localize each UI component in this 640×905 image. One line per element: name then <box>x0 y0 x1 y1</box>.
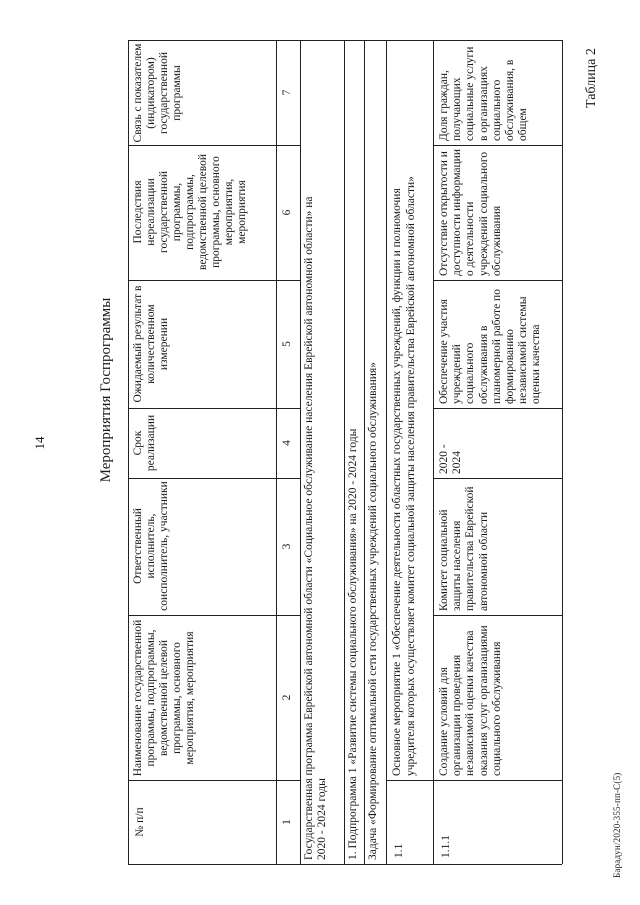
table-line <box>344 40 345 864</box>
header-executor: Ответственный исполнитель, соисполнитель, участники <box>132 481 170 611</box>
column-line <box>386 780 433 781</box>
header-period: Срок реализации <box>132 414 157 472</box>
footer-code: Барадун/2020-355-пп-С(5) <box>612 772 622 878</box>
main-event-line1: Основное мероприятие 1 «Обеспечение деятельности областных государственных учреждений, функции и полномочия <box>391 188 403 776</box>
column-number: 3 <box>281 543 293 550</box>
column-number: 7 <box>281 89 293 96</box>
table-border-bottom <box>562 40 563 864</box>
column-line <box>128 780 300 781</box>
event-indicator: Доля граждан, получающих социальные услуги в организациях социального обслуживания, в общем <box>438 46 530 141</box>
column-number: 6 <box>281 209 293 216</box>
subprogram-row: 1. Подпрограмма 1 «Развитие системы социального обслуживания» на 2020 - 2024 годы <box>347 428 359 860</box>
column-line <box>128 478 300 479</box>
event-period: 2020 - 2024 <box>438 444 464 474</box>
column-line <box>433 408 562 409</box>
column-number: 5 <box>281 341 293 347</box>
page-number: 14 <box>32 436 47 450</box>
task-row: Задача «Формирование оптимальной сети государственных учреждений социального обслуживания» <box>367 362 379 860</box>
table-line <box>386 40 387 864</box>
column-line <box>128 280 300 281</box>
main-event-number: 1.1 <box>393 843 405 858</box>
column-line <box>433 145 562 146</box>
header-consequences: Последствия нереализации государственной программы, подпрограммы, ведомственной целевой программы, основного мероприятия, мероприятия <box>132 153 248 271</box>
column-line <box>128 615 300 616</box>
table-line <box>300 40 301 864</box>
column-line <box>433 780 562 781</box>
program-row-period: 2020 - 2024 годы <box>316 778 328 860</box>
column-line <box>433 280 562 281</box>
column-line <box>433 615 562 616</box>
header-name: Наименование государственной программы, подпрограммы, ведомственной целевой программы, основного мероприятия, мероприятия <box>132 619 196 777</box>
table-border-left <box>128 864 562 865</box>
event-consequences: Отсутствие открытости и доступности информации о деятельности учреждений социального обслуживания <box>438 149 503 276</box>
table-caption: Таблица 2 <box>584 48 599 108</box>
document-title: Мероприятия Госпрограммы <box>98 297 114 483</box>
header-indicator: Связь с показателем (индикатором) государственной программы <box>132 43 183 143</box>
event-result: Обеспечение участия учреждений социального обслуживания в планомерной работе по формированию независимой системы оценки качества <box>438 289 543 404</box>
table-line <box>433 40 434 864</box>
table-border-top <box>128 40 129 864</box>
header-result: Ожидаемый результат в количественном измерении <box>132 285 170 403</box>
column-number: 2 <box>281 694 293 701</box>
column-number: 1 <box>281 819 293 825</box>
program-row: Государственная программа Еврейской автономной области «Социальное обслуживание населения Еврейской автономной области» на <box>303 196 315 860</box>
column-number: 4 <box>281 440 293 446</box>
event-number: 1.1.1 <box>440 835 452 858</box>
header-number: № п/п <box>134 807 146 837</box>
event-executor: Комитет социальной защиты населения правительства Еврейской автономной области <box>438 486 490 611</box>
column-line <box>128 408 300 409</box>
table-line <box>276 40 277 864</box>
event-name: Создание условий для организации проведения независимой оценки качества оказания услуг организациями социального обслуживания <box>438 625 503 776</box>
main-event-line2: учредителя которых осуществляет комитет социальной защиты населения правительства Еврейской автономной области» <box>405 176 417 776</box>
table-line <box>364 40 365 864</box>
column-line <box>433 478 562 479</box>
